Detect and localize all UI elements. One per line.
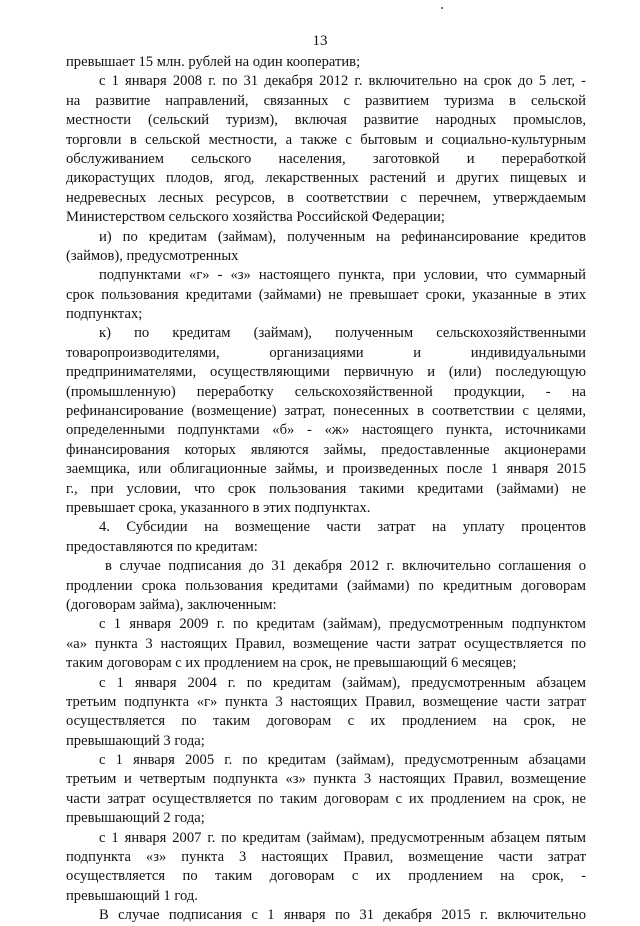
text-line: г., при условии, что срок пользования такими кредитами (займами) не: [66, 480, 586, 497]
body-text: [66, 53, 586, 926]
text-line: местности (сельский туризм), включая развитие народных промыслов,: [66, 112, 586, 129]
text-line: таким договорам с их продлением на срок, не превышающий 6 месяцев;: [66, 655, 517, 672]
text-line: превышает срока, указанного в этих подпунктах.: [66, 499, 371, 516]
text-line: осуществляется по таким договорам с их продлением на срок, -: [66, 868, 586, 885]
text-line: подпунктах;: [66, 306, 143, 323]
text-line: превышающий 3 года;: [66, 732, 205, 749]
text-line: подпунктами «г» - «з» настоящего пункта, при условии, что суммарный: [99, 267, 586, 284]
scan-speck: [441, 7, 443, 9]
text-line: с 1 января 2007 г. по кредитам (займам), предусмотренным абзацем пятым: [99, 829, 586, 846]
text-line: Министерством сельского хозяйства Российской Федерации;: [66, 209, 445, 226]
text-line: (договорам займа), заключенным:: [66, 596, 277, 613]
text-line: недревесных лесных ресурсов, в соответствии с перечнем, утверждаемым: [66, 189, 586, 206]
text-line: обслуживанием сельского населения, заготовкой и переработкой: [66, 150, 586, 167]
text-line: третьим подпункта «г» пункта 3 настоящих Правил, возмещение части затрат: [66, 693, 586, 710]
text-line: продлении срока пользования кредитами (займами) по кредитным договорам: [66, 577, 586, 594]
text-line: превышающий 1 год.: [66, 887, 198, 904]
text-line: (займов), предусмотренных: [66, 247, 239, 264]
text-line: предпринимателями, осуществляющими первичную и (или) последующую: [66, 364, 586, 381]
text-line: с 1 января 2009 г. по кредитам (займам), предусмотренным подпунктом: [99, 616, 586, 633]
text-line: части затрат осуществляется по таким договорам с их продлением на срок, не: [66, 790, 586, 807]
text-line: заемщика, или облигационные займы, и произведенных после 1 января 2015: [66, 461, 586, 478]
text-line: «а» пункта 3 настоящих Правил, возмещение части затрат осуществляется по: [66, 635, 586, 652]
text-line: к) по кредитам (займам), полученным сельскохозяйственными: [99, 325, 586, 342]
text-line: подпункта «з» пункта 3 настоящих Правил, возмещение части затрат: [66, 849, 586, 866]
text-line: определенными подпунктами «б» - «ж» настоящего пункта, источниками: [66, 422, 586, 439]
text-line: дикорастущих плодов, ягод, лекарственных растений и других пищевых и: [66, 170, 586, 187]
page-number: 13: [312, 33, 328, 49]
text-line: с 1 января 2004 г. по кредитам (займам), предусмотренным абзацем: [99, 674, 586, 691]
text-line: финансирования которых являются займы, предоставленные акционерами: [66, 441, 586, 458]
text-line: превышает 15 млн. рублей на один кооператив;: [66, 54, 361, 70]
text-line: превышающий 2 года;: [66, 810, 205, 827]
text-line: срок пользования кредитами (займами) не превышает сроки, указанные в этих: [66, 286, 586, 303]
text-line: с 1 января 2008 г. по 31 декабря 2012 г. включительно на срок до 5 лет, -: [99, 73, 586, 90]
text-line: торговли в сельской местности, а также с бытовым и социально-культурным: [66, 131, 586, 148]
text-line: осуществляется по таким договорам с их продлением на срок, не: [66, 713, 586, 730]
text-line: (промышленную) переработку сельскохозяйственной продукции, - на: [66, 383, 586, 400]
text-line: товаропроизводителями, организациями и индивидуальными: [66, 344, 586, 361]
text-line: предоставляются по кредитам:: [66, 538, 258, 555]
text-line: рефинансирование (возмещение) затрат, понесенных в соответствии с целями,: [66, 403, 586, 420]
text-line: третьим и четвертым подпункта «з» пункта 3 настоящих Правил, возмещение: [66, 771, 586, 788]
text-line: на развитие направлений, связанных с развитием туризма в сельской: [66, 92, 586, 109]
text-line: 4. Субсидии на возмещение части затрат на уплату процентов: [99, 519, 586, 536]
text-line: с 1 января 2005 г. по кредитам (займам), предусмотренным абзацами: [99, 752, 586, 769]
text-line: в случае подписания до 31 декабря 2012 г. включительно соглашения о: [105, 558, 586, 575]
text-line: В случае подписания с 1 января по 31 декабря 2015 г. включительно: [99, 907, 586, 924]
text-line: и) по кредитам (займам), полученным на рефинансирование кредитов: [99, 228, 586, 245]
